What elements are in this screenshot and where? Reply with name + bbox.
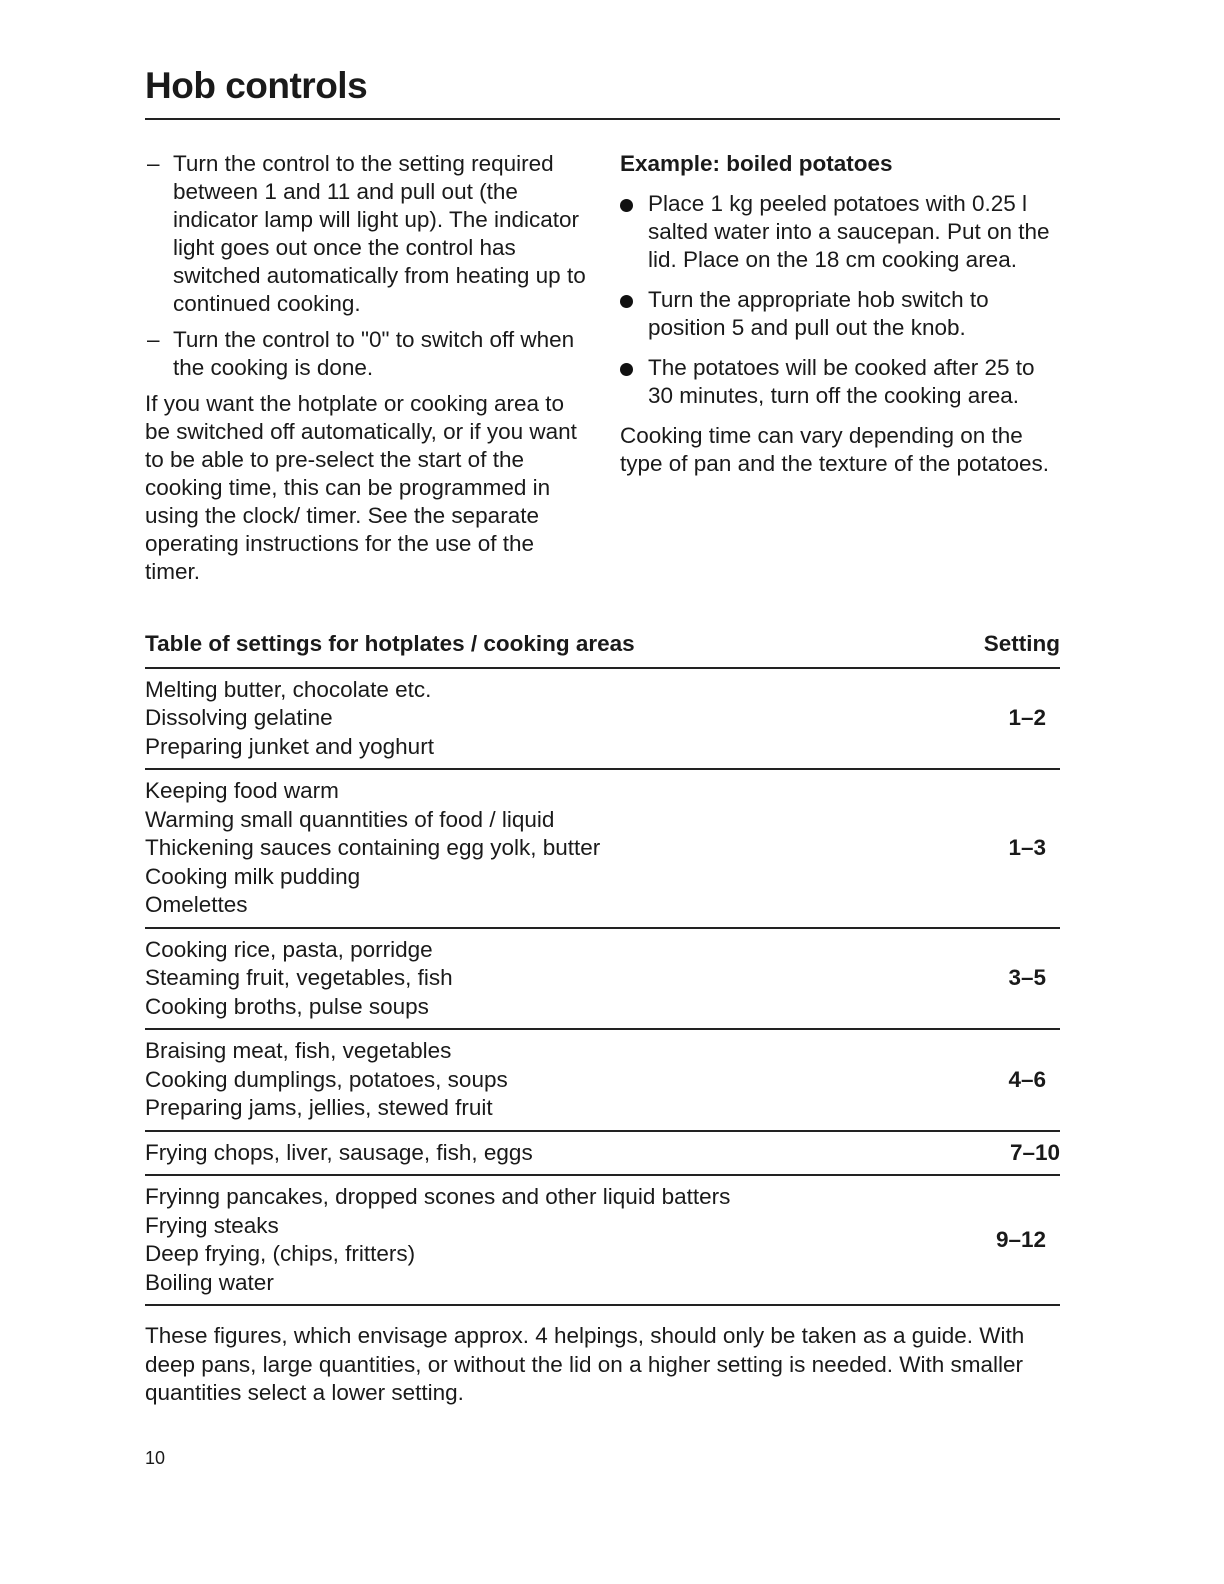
activity-item: Melting butter, chocolate etc. bbox=[145, 676, 432, 702]
activity-item: Cooking broths, pulse soups bbox=[145, 993, 429, 1019]
example-step bbox=[620, 190, 1060, 274]
activity-item: Steaming fruit, vegetables, fish bbox=[145, 965, 453, 990]
setting-value: 1–3 bbox=[1008, 835, 1046, 860]
example-heading: Example: boiled potatoes bbox=[620, 151, 893, 176]
instruction-item bbox=[145, 326, 595, 382]
activity-item: Braising meat, fish, vegetables bbox=[145, 1038, 452, 1063]
table-row bbox=[145, 770, 1060, 929]
bullet-icon bbox=[620, 199, 633, 212]
example-step-text: Turn the appropriate hob switch to position 5 and pull out the knob. bbox=[648, 287, 989, 340]
table-footnote: These figures, which envisage approx. 4 helpings, should only be taken as a guide. With deep pans, large quantities, or without the lid on a higher setting is needed. With smaller quantities select a lower setting. bbox=[145, 1323, 1025, 1405]
two-column-section bbox=[145, 150, 1060, 586]
page-title: Hob controls bbox=[145, 65, 368, 106]
setting-value: 1–2 bbox=[1008, 705, 1046, 730]
activity-item: Keeping food warm bbox=[145, 778, 339, 803]
table-row bbox=[145, 1176, 1060, 1306]
cooking-time-note: Cooking time can vary depending on the type of pan and the texture of the potatoes. bbox=[620, 423, 1050, 476]
row-activities bbox=[145, 1183, 976, 1297]
document-page bbox=[145, 60, 1060, 1469]
activity-item: Boiling water bbox=[145, 1269, 274, 1295]
activity-item: Frying steaks bbox=[145, 1212, 279, 1238]
table-header-setting: Setting bbox=[983, 631, 1060, 656]
bullet-icon bbox=[620, 363, 633, 376]
setting-value: 9–12 bbox=[995, 1226, 1046, 1252]
table-row bbox=[145, 1030, 1060, 1132]
example-step bbox=[620, 286, 1060, 342]
table-header bbox=[145, 630, 1060, 669]
dash-marker: – bbox=[147, 151, 160, 176]
activity-item: Warming small quanntities of food / liquid bbox=[145, 806, 555, 832]
activity-item: Preparing jams, jellies, stewed fruit bbox=[145, 1095, 493, 1120]
activity-item: Cooking milk pudding bbox=[145, 863, 361, 889]
row-activities bbox=[145, 936, 976, 1022]
table-header-label: Table of settings for hotplates / cooking areas bbox=[145, 631, 635, 656]
instruction-item bbox=[145, 150, 595, 318]
bullet-icon bbox=[620, 295, 633, 308]
setting-value: 7–10 bbox=[1009, 1139, 1060, 1165]
example-step-text: The potatoes will be cooked after 25 to 30 minutes, turn off the cooking area. bbox=[648, 355, 1035, 408]
activity-item: Thickening sauces containing egg yolk, butter bbox=[145, 835, 601, 860]
row-activities bbox=[145, 1139, 990, 1168]
example-step-text: Place 1 kg peeled potatoes with 0.25 l salted water into a saucepan. Put on the lid. Place on the 18 cm cooking area. bbox=[648, 191, 1050, 272]
row-activities bbox=[145, 1037, 976, 1123]
activity-item: Deep frying, (chips, fritters) bbox=[145, 1241, 416, 1266]
activity-item: Omelettes bbox=[145, 892, 248, 917]
left-column bbox=[145, 150, 595, 586]
activity-item: Dissolving gelatine bbox=[145, 705, 333, 730]
instruction-text: Turn the control to the setting required between 1 and 11 and pull out (the indicator lamp will light up). The indicator light goes out once the control has switched automatically from heating up to continued cooking. bbox=[173, 151, 586, 316]
activity-item: Cooking rice, pasta, porridge bbox=[145, 936, 433, 962]
row-activities bbox=[145, 676, 976, 762]
row-activities bbox=[145, 777, 976, 920]
table-row bbox=[145, 929, 1060, 1031]
activity-item: Fryinng pancakes, dropped scones and other liquid batters bbox=[145, 1184, 731, 1209]
activity-item: Frying chops, liver, sausage, fish, eggs bbox=[145, 1139, 533, 1165]
settings-table bbox=[145, 630, 1060, 1306]
right-column bbox=[620, 150, 1060, 586]
timer-paragraph: If you want the hotplate or cooking area to be switched off automatically, or if you want to be able to pre-select the start of the cooking time, this can be programmed in using the clock/ timer. See the separate operating instructions for the use of the timer. bbox=[145, 391, 577, 584]
example-step bbox=[620, 354, 1060, 410]
setting-value: 4–6 bbox=[1008, 1066, 1046, 1092]
table-row bbox=[145, 669, 1060, 771]
activity-item: Preparing junket and yoghurt bbox=[145, 733, 434, 759]
table-row bbox=[145, 1132, 1060, 1177]
setting-value: 3–5 bbox=[1008, 965, 1046, 990]
title-divider bbox=[145, 118, 1060, 120]
instruction-text: Turn the control to "0" to switch off when the cooking is done. bbox=[173, 327, 575, 380]
activity-item: Cooking dumplings, potatoes, soups bbox=[145, 1066, 508, 1092]
page-number: 10 bbox=[145, 1447, 166, 1468]
dash-marker: – bbox=[147, 327, 160, 352]
